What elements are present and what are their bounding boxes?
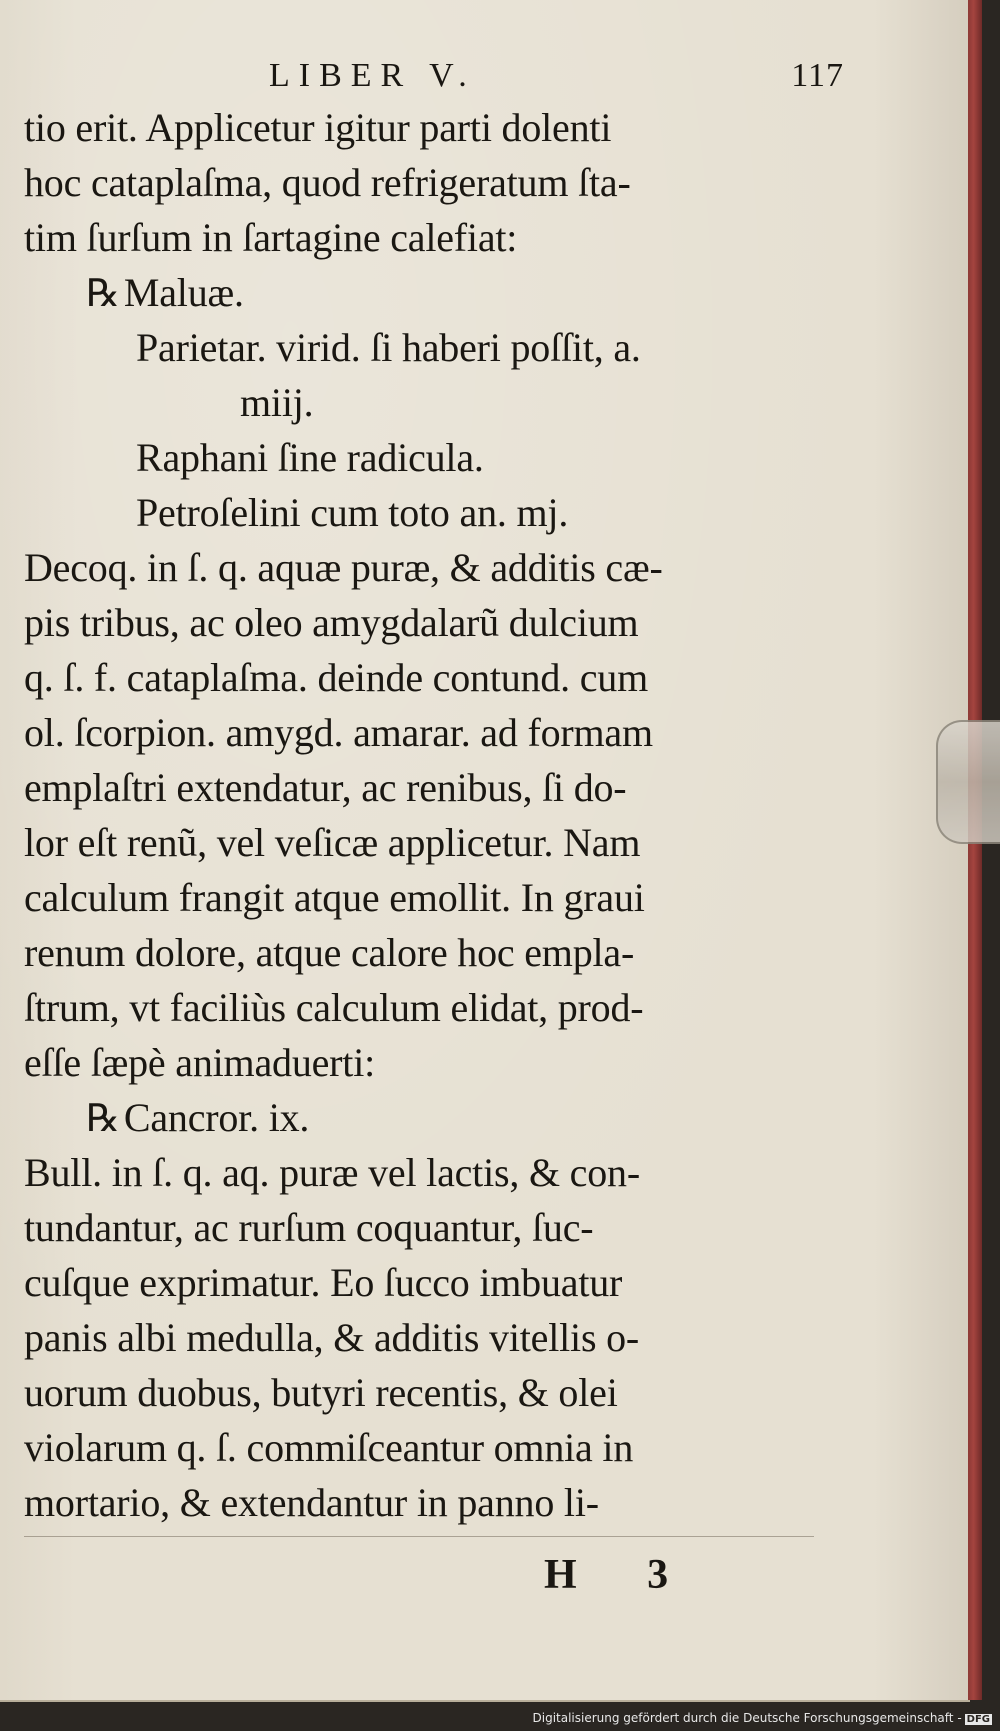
recipe-symbol-icon: ℞ [86,271,120,315]
recipe-symbol-icon: ℞ [86,1096,120,1140]
text-line: pis tribus, ac oleo amygdalarũ dulcium [24,600,639,645]
text-line: ſtrum, vt faciliùs calculum elidat, prod- [24,985,644,1030]
dfg-logo-icon: DFG [966,1714,990,1725]
text-line: uorum duobus, butyri recentis, & olei [24,1370,618,1415]
text-line: lor eſt renũ, vel veſicæ applicetur. Nam [24,820,641,865]
text-line: panis albi medulla, & additis vitellis o- [24,1315,640,1360]
page-number: 117 [791,57,844,94]
recipe-line [24,1090,814,1145]
text-line: calculum frangit atque emollit. In graui [24,875,645,920]
text-line: miij. [240,380,314,425]
text-line: cuſque exprimatur. Eo ſucco imbuatur [24,1260,623,1305]
text-line: emplaſtri extendatur, ac renibus, ſi do- [24,765,627,810]
text-line: tio erit. Applicetur igitur parti dolenti [24,105,612,150]
text-line: tundantur, ac rurſum coquantur, ſuc- [24,1205,594,1250]
text-line: Petroſelini cum toto an. mj. [136,490,569,535]
text-line: hoc cataplaſma, quod refrigeratum ſta- [24,160,631,205]
signature-mark: H 3 [544,1552,699,1598]
credit-text: Digitalisierung gefördert durch die Deutsche Forschungsgemeinschaft - [532,1711,962,1725]
digitization-credit [533,1711,993,1725]
page-footer [24,1548,814,1598]
text-line: eſſe ſæpè animaduerti: [24,1040,376,1085]
recipe-ingredient: Maluæ. [123,270,244,315]
text-line: Parietar. virid. ſi haberi poſſit, a. [136,325,641,370]
running-title: LIBER V. [269,57,476,94]
show-through-bleed [800,60,940,1060]
text-line: mortario, & extendantur in panno li- [24,1480,599,1525]
running-header [24,40,844,100]
page-text-block [24,40,844,1598]
text-line: tim ſurſum in ſartagine calefiat: [24,215,518,260]
recipe-line [24,265,814,320]
text-line: q. ſ. f. cataplaſma. deinde contund. cum [24,655,649,700]
text-line: Decoq. in ſ. q. aquæ puræ, & additis cæ- [24,545,663,590]
text-line: renum dolore, atque calore hoc empla- [24,930,635,975]
page-holder-clip [936,720,1000,844]
text-line: ol. ſcorpion. amygd. amarar. ad formam [24,710,653,755]
text-line: Bull. in ſ. q. aq. puræ vel lactis, & con- [24,1150,640,1195]
text-line: Raphani ſine radicula. [136,435,484,480]
text-line: violarum q. ſ. commiſceantur omnia in [24,1425,634,1470]
red-page-edge [968,0,982,1700]
footer-rule [24,1536,814,1537]
recipe-ingredient: Cancror. ix. [123,1095,310,1140]
